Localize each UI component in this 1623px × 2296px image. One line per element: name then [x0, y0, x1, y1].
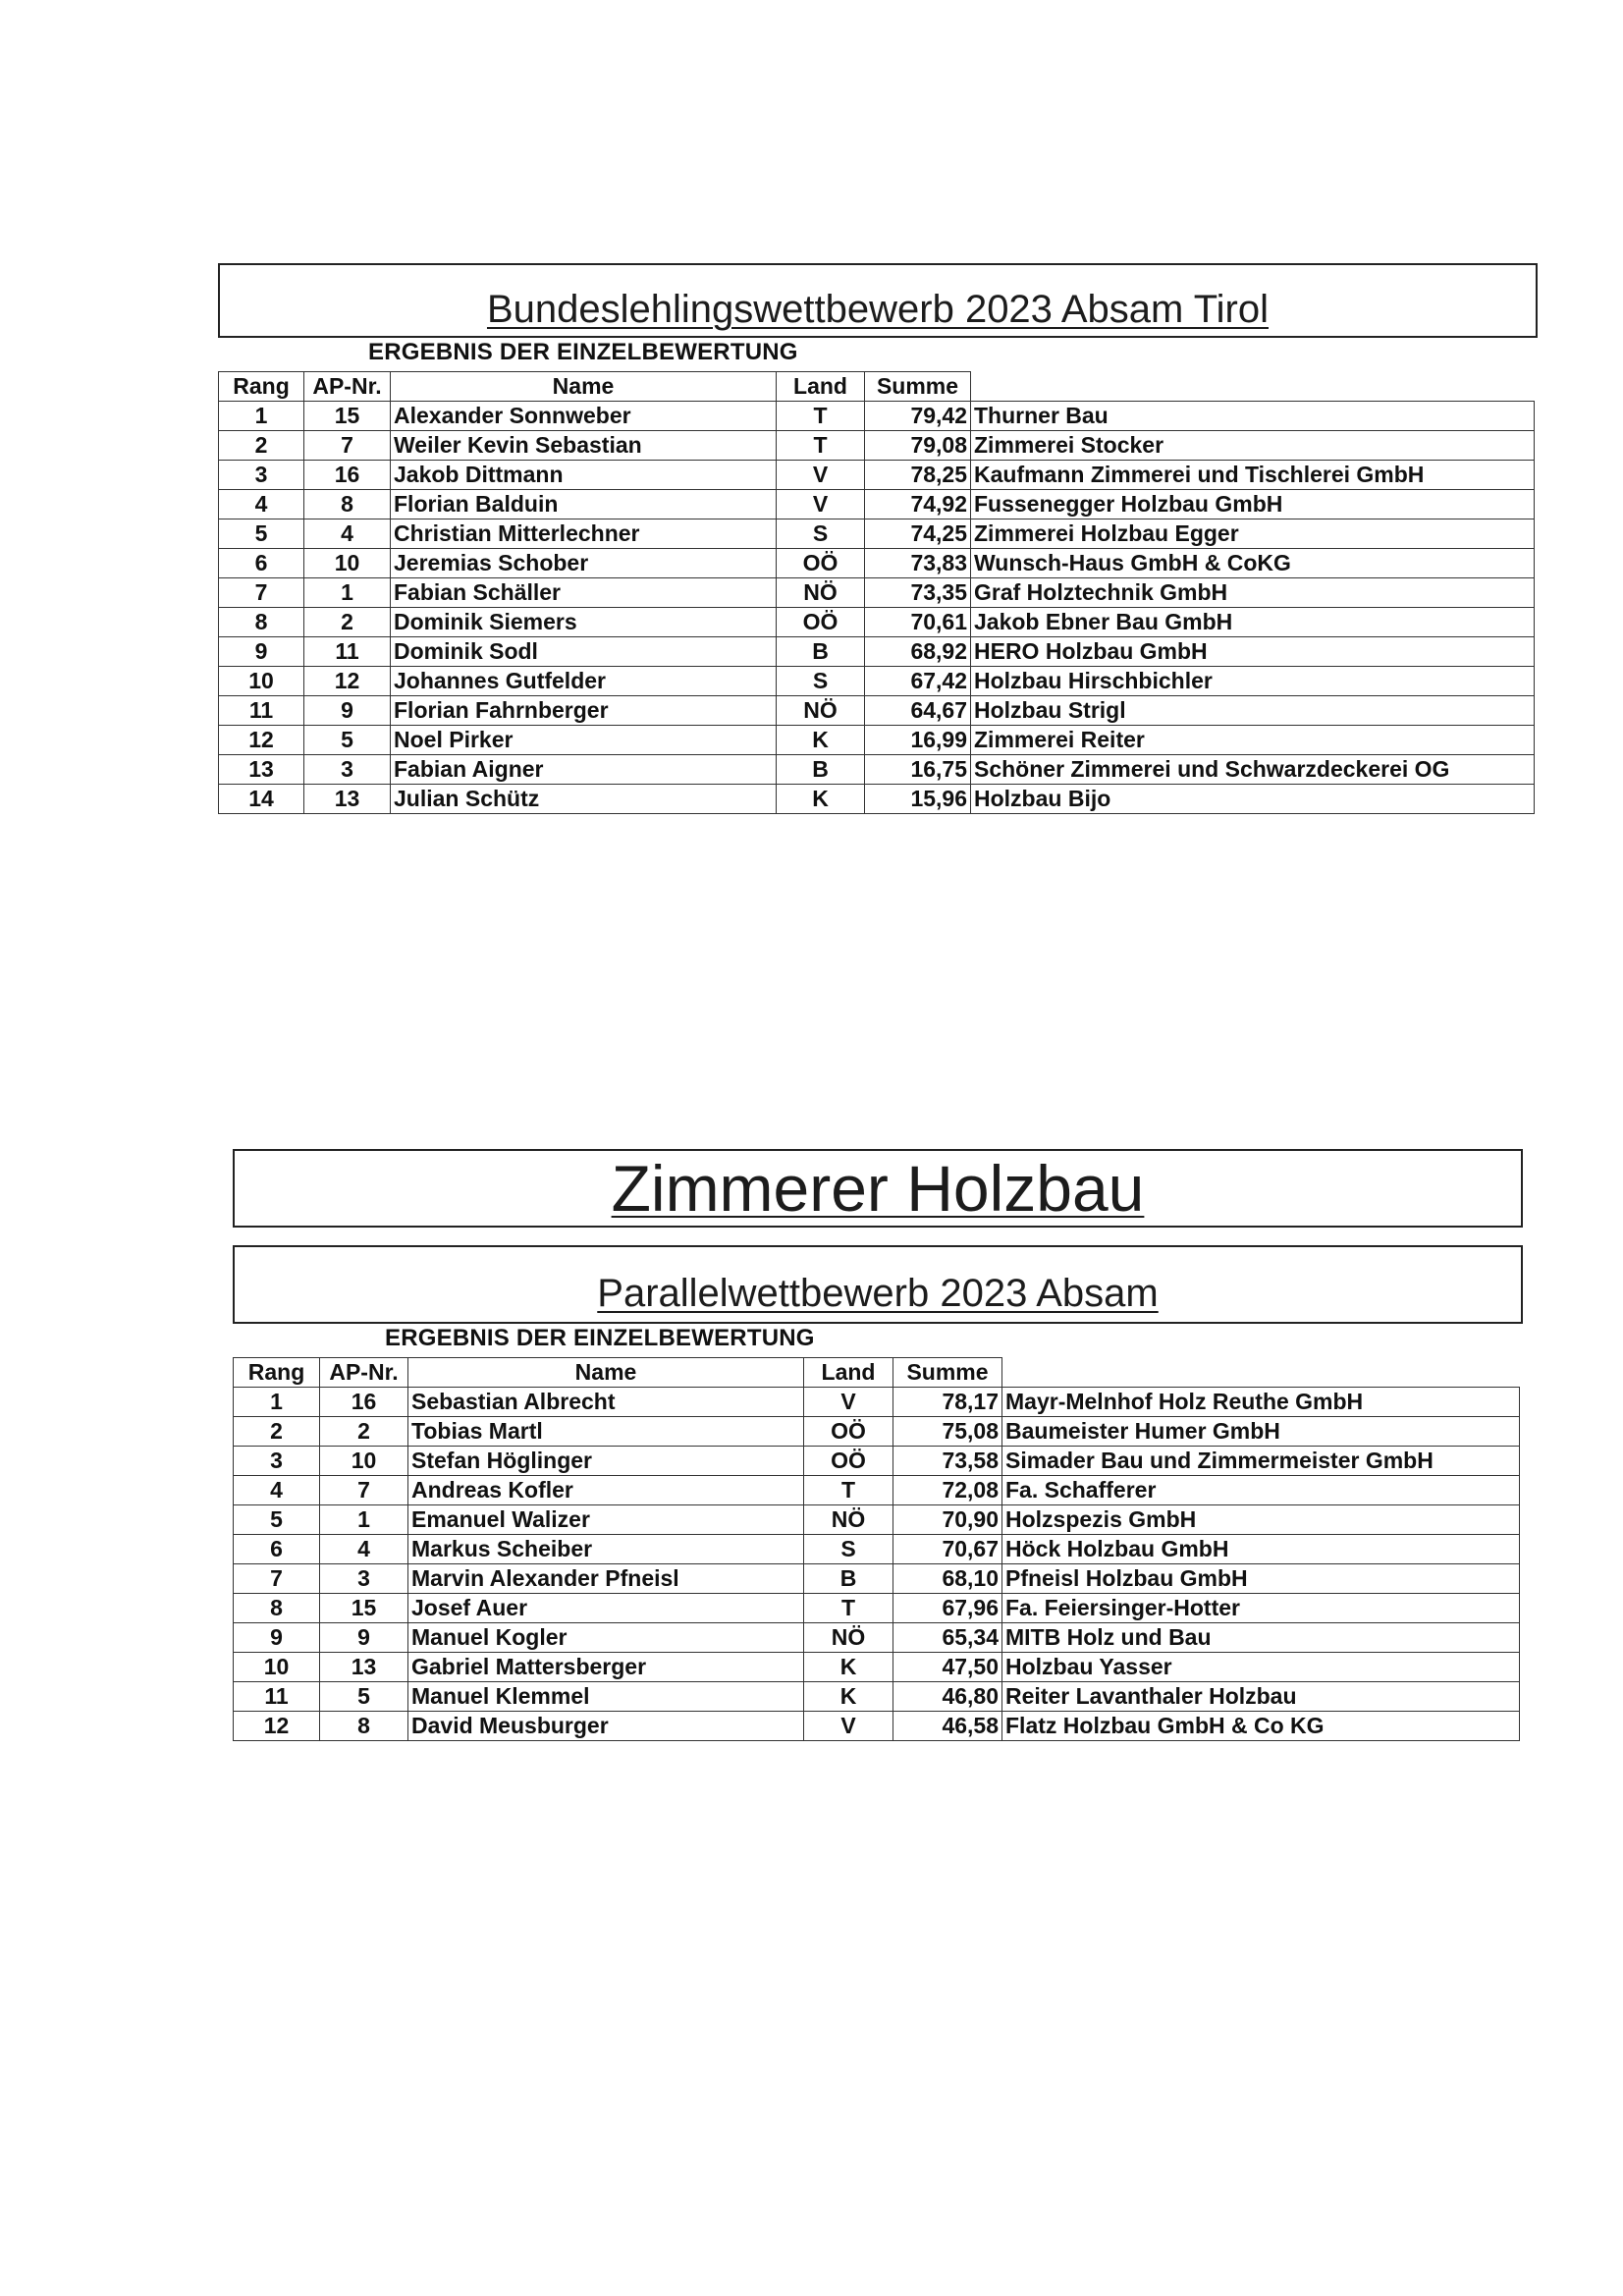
- header-summe: Summe: [865, 372, 971, 402]
- table-row: [234, 1564, 1520, 1594]
- header-company-blank: [1002, 1358, 1520, 1388]
- cell-summe: 64,67: [865, 696, 971, 726]
- cell-name: Josef Auer: [408, 1594, 804, 1623]
- cell-summe: 70,61: [865, 608, 971, 637]
- cell-summe: 68,92: [865, 637, 971, 667]
- table-row: [219, 578, 1535, 608]
- header-name: Name: [408, 1358, 804, 1388]
- cell-name: Jakob Dittmann: [391, 461, 777, 490]
- header-summe: Summe: [893, 1358, 1002, 1388]
- cell-name: Weiler Kevin Sebastian: [391, 431, 777, 461]
- cell-name: Sebastian Albrecht: [408, 1388, 804, 1417]
- cell-summe: 65,34: [893, 1623, 1002, 1653]
- cell-rang: 6: [234, 1535, 320, 1564]
- cell-land: OÖ: [804, 1417, 893, 1447]
- table-row: [234, 1653, 1520, 1682]
- cell-land: V: [777, 461, 865, 490]
- cell-rang: 2: [234, 1417, 320, 1447]
- cell-name: Tobias Martl: [408, 1417, 804, 1447]
- parallel-title: Parallelwettbewerb 2023 Absam: [597, 1271, 1159, 1315]
- table-row: [234, 1623, 1520, 1653]
- header-rang: Rang: [219, 372, 304, 402]
- cell-company: Mayr-Melnhof Holz Reuthe GmbH: [1002, 1388, 1520, 1417]
- cell-land: OÖ: [777, 549, 865, 578]
- table-header-row: [234, 1358, 1520, 1388]
- cell-ap-nr: 7: [304, 431, 391, 461]
- cell-company: Baumeister Humer GmbH: [1002, 1417, 1520, 1447]
- cell-land: K: [777, 785, 865, 814]
- cell-ap-nr: 16: [304, 461, 391, 490]
- cell-company: Zimmerei Holzbau Egger: [971, 519, 1535, 549]
- header-ap-nr: AP-Nr.: [320, 1358, 408, 1388]
- cell-summe: 73,58: [893, 1447, 1002, 1476]
- cell-land: V: [777, 490, 865, 519]
- cell-name: Johannes Gutfelder: [391, 667, 777, 696]
- cell-name: Dominik Siemers: [391, 608, 777, 637]
- cell-name: David Meusburger: [408, 1712, 804, 1741]
- cell-rang: 8: [234, 1594, 320, 1623]
- cell-rang: 8: [219, 608, 304, 637]
- cell-summe: 67,96: [893, 1594, 1002, 1623]
- cell-rang: 10: [234, 1653, 320, 1682]
- table-row: [219, 402, 1535, 431]
- cell-land: NÖ: [777, 578, 865, 608]
- cell-land: S: [804, 1535, 893, 1564]
- cell-ap-nr: 4: [304, 519, 391, 549]
- cell-rang: 11: [234, 1682, 320, 1712]
- cell-company: Fa. Schafferer: [1002, 1476, 1520, 1505]
- category-heading: Zimmerer Holzbau: [611, 1152, 1145, 1225]
- cell-ap-nr: 13: [304, 785, 391, 814]
- table-row: [234, 1388, 1520, 1417]
- cell-land: NÖ: [804, 1505, 893, 1535]
- cell-name: Jeremias Schober: [391, 549, 777, 578]
- cell-name: Alexander Sonnweber: [391, 402, 777, 431]
- cell-company: Schöner Zimmerei und Schwarzdeckerei OG: [971, 755, 1535, 785]
- cell-company: Reiter Lavanthaler Holzbau: [1002, 1682, 1520, 1712]
- cell-rang: 7: [234, 1564, 320, 1594]
- cell-ap-nr: 1: [304, 578, 391, 608]
- cell-company: Wunsch-Haus GmbH & CoKG: [971, 549, 1535, 578]
- cell-summe: 46,80: [893, 1682, 1002, 1712]
- cell-rang: 3: [219, 461, 304, 490]
- cell-summe: 74,25: [865, 519, 971, 549]
- cell-company: Flatz Holzbau GmbH & Co KG: [1002, 1712, 1520, 1741]
- cell-land: T: [804, 1476, 893, 1505]
- cell-land: S: [777, 519, 865, 549]
- cell-ap-nr: 4: [320, 1535, 408, 1564]
- cell-name: Andreas Kofler: [408, 1476, 804, 1505]
- cell-name: Gabriel Mattersberger: [408, 1653, 804, 1682]
- cell-rang: 1: [234, 1388, 320, 1417]
- cell-summe: 16,75: [865, 755, 971, 785]
- cell-ap-nr: 8: [304, 490, 391, 519]
- header-name: Name: [391, 372, 777, 402]
- cell-summe: 16,99: [865, 726, 971, 755]
- cell-land: T: [804, 1594, 893, 1623]
- cell-ap-nr: 10: [320, 1447, 408, 1476]
- cell-land: OÖ: [804, 1447, 893, 1476]
- cell-ap-nr: 15: [304, 402, 391, 431]
- cell-name: Stefan Höglinger: [408, 1447, 804, 1476]
- header-land: Land: [777, 372, 865, 402]
- cell-company: Höck Holzbau GmbH: [1002, 1535, 1520, 1564]
- cell-rang: 7: [219, 578, 304, 608]
- cell-summe: 46,58: [893, 1712, 1002, 1741]
- cell-rang: 5: [219, 519, 304, 549]
- table-row: [219, 667, 1535, 696]
- table-row: [234, 1712, 1520, 1741]
- cell-company: Holzbau Bijo: [971, 785, 1535, 814]
- cell-rang: 12: [234, 1712, 320, 1741]
- cell-land: T: [777, 431, 865, 461]
- cell-land: B: [804, 1564, 893, 1594]
- cell-ap-nr: 2: [304, 608, 391, 637]
- table-row: [234, 1505, 1520, 1535]
- cell-summe: 78,17: [893, 1388, 1002, 1417]
- parallel-title-box: [233, 1245, 1523, 1324]
- cell-company: Kaufmann Zimmerei und Tischlerei GmbH: [971, 461, 1535, 490]
- cell-ap-nr: 1: [320, 1505, 408, 1535]
- category-heading-box: [233, 1149, 1523, 1228]
- table-row: [219, 608, 1535, 637]
- cell-summe: 47,50: [893, 1653, 1002, 1682]
- table-row: [219, 461, 1535, 490]
- competition-title: Bundeslehlingswettbewerb 2023 Absam Tirol: [486, 287, 1270, 331]
- cell-rang: 14: [219, 785, 304, 814]
- cell-name: Fabian Aigner: [391, 755, 777, 785]
- cell-summe: 67,42: [865, 667, 971, 696]
- table-row: [219, 549, 1535, 578]
- cell-summe: 78,25: [865, 461, 971, 490]
- cell-rang: 11: [219, 696, 304, 726]
- cell-ap-nr: 12: [304, 667, 391, 696]
- cell-land: B: [777, 755, 865, 785]
- header-land: Land: [804, 1358, 893, 1388]
- cell-company: Zimmerei Reiter: [971, 726, 1535, 755]
- cell-company: Jakob Ebner Bau GmbH: [971, 608, 1535, 637]
- header-rang: Rang: [234, 1358, 320, 1388]
- cell-rang: 9: [234, 1623, 320, 1653]
- cell-company: Holzbau Yasser: [1002, 1653, 1520, 1682]
- cell-name: Noel Pirker: [391, 726, 777, 755]
- table-row: [219, 755, 1535, 785]
- cell-ap-nr: 2: [320, 1417, 408, 1447]
- results-body: [234, 1388, 1520, 1741]
- cell-ap-nr: 3: [304, 755, 391, 785]
- cell-ap-nr: 9: [320, 1623, 408, 1653]
- cell-name: Emanuel Walizer: [408, 1505, 804, 1535]
- cell-rang: 6: [219, 549, 304, 578]
- cell-company: Graf Holztechnik GmbH: [971, 578, 1535, 608]
- cell-summe: 73,83: [865, 549, 971, 578]
- cell-land: B: [777, 637, 865, 667]
- header-company-blank: [971, 372, 1535, 402]
- cell-land: S: [777, 667, 865, 696]
- results-table-parallel: [233, 1357, 1520, 1741]
- table-row: [219, 490, 1535, 519]
- cell-name: Manuel Klemmel: [408, 1682, 804, 1712]
- cell-name: Florian Fahrnberger: [391, 696, 777, 726]
- cell-land: NÖ: [777, 696, 865, 726]
- cell-company: Holzbau Strigl: [971, 696, 1535, 726]
- cell-rang: 12: [219, 726, 304, 755]
- cell-summe: 74,92: [865, 490, 971, 519]
- cell-summe: 70,67: [893, 1535, 1002, 1564]
- table-row: [219, 696, 1535, 726]
- cell-land: K: [777, 726, 865, 755]
- cell-company: Holzbau Hirschbichler: [971, 667, 1535, 696]
- cell-company: MITB Holz und Bau: [1002, 1623, 1520, 1653]
- cell-name: Manuel Kogler: [408, 1623, 804, 1653]
- table-row: [219, 519, 1535, 549]
- table-header-row: [219, 372, 1535, 402]
- table-row: [219, 637, 1535, 667]
- table-row: [234, 1476, 1520, 1505]
- cell-land: NÖ: [804, 1623, 893, 1653]
- cell-rang: 9: [219, 637, 304, 667]
- header-ap-nr: AP-Nr.: [304, 372, 391, 402]
- cell-rang: 1: [219, 402, 304, 431]
- results-table-bundeslehrling: [218, 371, 1535, 814]
- cell-rang: 5: [234, 1505, 320, 1535]
- cell-land: K: [804, 1653, 893, 1682]
- cell-summe: 79,08: [865, 431, 971, 461]
- cell-ap-nr: 5: [304, 726, 391, 755]
- table-row: [219, 431, 1535, 461]
- cell-ap-nr: 8: [320, 1712, 408, 1741]
- table-row: [219, 785, 1535, 814]
- cell-land: T: [777, 402, 865, 431]
- competition-title-box: [218, 263, 1538, 338]
- table-row: [234, 1417, 1520, 1447]
- cell-name: Fabian Schäller: [391, 578, 777, 608]
- cell-company: Fussenegger Holzbau GmbH: [971, 490, 1535, 519]
- table-row: [234, 1594, 1520, 1623]
- cell-land: V: [804, 1712, 893, 1741]
- results-subtitle: ERGEBNIS DER EINZELBEWERTUNG: [385, 1325, 815, 1351]
- cell-ap-nr: 5: [320, 1682, 408, 1712]
- cell-ap-nr: 13: [320, 1653, 408, 1682]
- cell-summe: 72,08: [893, 1476, 1002, 1505]
- cell-company: Holzspezis GmbH: [1002, 1505, 1520, 1535]
- cell-ap-nr: 11: [304, 637, 391, 667]
- cell-name: Marvin Alexander Pfneisl: [408, 1564, 804, 1594]
- cell-name: Dominik Sodl: [391, 637, 777, 667]
- cell-rang: 4: [219, 490, 304, 519]
- cell-company: HERO Holzbau GmbH: [971, 637, 1535, 667]
- cell-ap-nr: 15: [320, 1594, 408, 1623]
- results-subtitle: ERGEBNIS DER EINZELBEWERTUNG: [368, 339, 798, 365]
- cell-company: Pfneisl Holzbau GmbH: [1002, 1564, 1520, 1594]
- cell-summe: 75,08: [893, 1417, 1002, 1447]
- cell-rang: 3: [234, 1447, 320, 1476]
- cell-land: V: [804, 1388, 893, 1417]
- cell-rang: 13: [219, 755, 304, 785]
- table-row: [234, 1682, 1520, 1712]
- cell-land: K: [804, 1682, 893, 1712]
- cell-ap-nr: 3: [320, 1564, 408, 1594]
- cell-summe: 15,96: [865, 785, 971, 814]
- table-row: [219, 726, 1535, 755]
- cell-rang: 10: [219, 667, 304, 696]
- cell-name: Christian Mitterlechner: [391, 519, 777, 549]
- cell-ap-nr: 9: [304, 696, 391, 726]
- cell-name: Florian Balduin: [391, 490, 777, 519]
- cell-company: Zimmerei Stocker: [971, 431, 1535, 461]
- cell-ap-nr: 10: [304, 549, 391, 578]
- cell-company: Fa. Feiersinger-Hotter: [1002, 1594, 1520, 1623]
- cell-ap-nr: 16: [320, 1388, 408, 1417]
- cell-rang: 4: [234, 1476, 320, 1505]
- table-row: [234, 1535, 1520, 1564]
- cell-rang: 2: [219, 431, 304, 461]
- table-row: [234, 1447, 1520, 1476]
- cell-land: OÖ: [777, 608, 865, 637]
- results-body: [219, 402, 1535, 814]
- cell-summe: 73,35: [865, 578, 971, 608]
- cell-name: Julian Schütz: [391, 785, 777, 814]
- cell-company: Thurner Bau: [971, 402, 1535, 431]
- cell-summe: 70,90: [893, 1505, 1002, 1535]
- cell-summe: 68,10: [893, 1564, 1002, 1594]
- cell-summe: 79,42: [865, 402, 971, 431]
- cell-company: Simader Bau und Zimmermeister GmbH: [1002, 1447, 1520, 1476]
- cell-name: Markus Scheiber: [408, 1535, 804, 1564]
- cell-ap-nr: 7: [320, 1476, 408, 1505]
